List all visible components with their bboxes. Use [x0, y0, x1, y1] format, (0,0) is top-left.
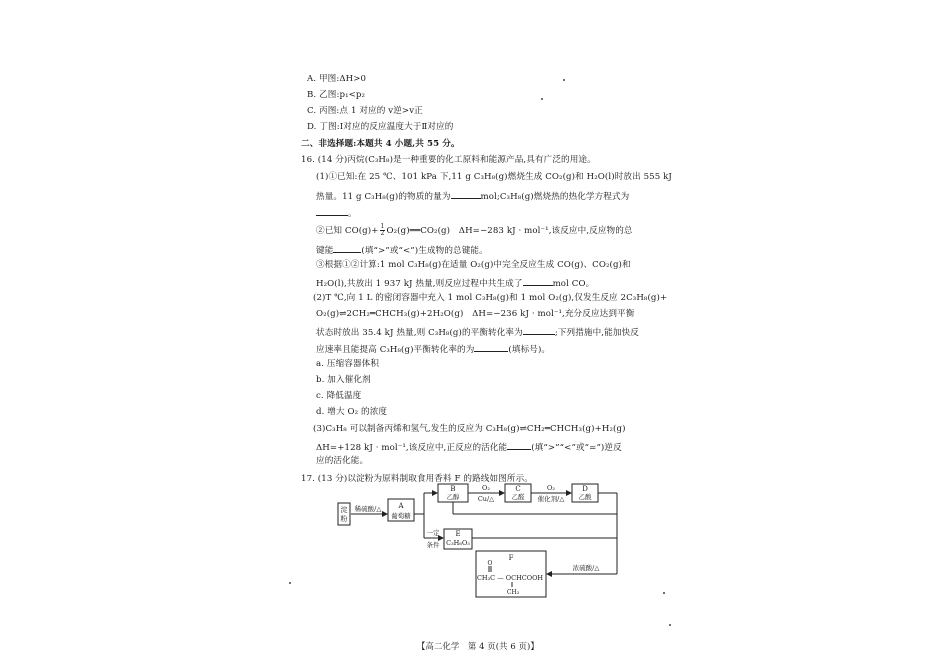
q16-part1-line1: (1)①已知:在 25 ℃、101 kPa 下,11 g C₃H₈(g)燃烧生成 CO₂(g)和 H₂O(l)时放出 555 kJ	[316, 172, 672, 182]
box-b	[438, 484, 468, 502]
answer-blank-conversion[interactable]	[523, 325, 555, 335]
q16-q2-line2: O₂(g)⇌2CH₂═CHCH₃(g)+2H₂O(g) ΔH=−236 kJ · mol⁻¹,充分反应达到平衡	[316, 309, 635, 319]
q16-part2-line1	[316, 224, 633, 237]
fraction-numerator: 1	[380, 223, 385, 230]
e-condition-1: 一定	[426, 529, 440, 537]
choice-a: a. 压缩容器体积	[316, 359, 380, 369]
choice-c: c. 降低温度	[316, 391, 362, 401]
box-f	[476, 551, 546, 597]
starch-box	[338, 503, 350, 525]
q16-q2-line4b: (填标号)。	[508, 345, 551, 355]
box-d	[572, 484, 598, 502]
scan-speck	[669, 624, 671, 626]
q16-part2-line2a: 键能	[316, 246, 334, 256]
option-a: A. 甲图:ΔH>0	[307, 74, 367, 84]
q16-intro: 16. (14 分)丙烷(C₃H₈)是一种重要的化工原料和能源产品,具有广泛的用途。	[301, 155, 596, 165]
scan-speck	[541, 98, 543, 100]
answer-blank-measures[interactable]	[474, 342, 508, 352]
q16-part2-line2b: (填“>”或“<”)生成物的总键能。	[361, 246, 488, 256]
scan-speck	[663, 592, 665, 594]
fraction-denominator: 2	[380, 230, 385, 237]
answer-blank-co-moles[interactable]	[523, 276, 553, 286]
fraction-one-half	[380, 224, 386, 237]
q16-part3-line2b: mol CO。	[552, 279, 595, 289]
q16-q2-line4a: 应速率且能提高 C₃H₈(g)平衡转化率的为	[316, 345, 475, 355]
scan-speck	[563, 79, 565, 81]
f-label: F	[508, 554, 514, 562]
c-name: 乙醛	[511, 493, 525, 501]
arrow-bc-bottom: Cu/△	[477, 495, 495, 503]
d-label: D	[582, 485, 588, 493]
d-name: 乙酸	[578, 493, 592, 501]
section-title: 二、非选择题:本题共 4 小题,共 55 分。	[301, 139, 460, 149]
q16-q2-line3	[316, 325, 639, 339]
answer-blank-moles[interactable]	[451, 189, 481, 199]
arrow-cd-top: O₂	[547, 484, 555, 492]
box-e	[444, 529, 472, 549]
e-formula: C₃H₆O₃	[446, 539, 470, 547]
answer-blank-equation[interactable]	[316, 206, 348, 216]
q16-q3-line1: (3)C₃H₈ 可以制备丙烯和氢气,发生的反应为 C₃H₈(g)⇌CH₂═CHCH₃(g)+H₂(g)	[313, 424, 626, 434]
starch-label-2: 粉	[340, 515, 348, 523]
q16-q2-line1: (2)T ℃,向 1 L 的密闭容器中充入 1 mol C₃H₈(g)和 1 mol O₂(g),仅发生反应 2C₃H₈(g)+	[313, 293, 668, 303]
page-footer: 【高二化学 第 4 页(共 6 页)】	[417, 641, 539, 651]
b-name: 乙醇	[446, 493, 460, 501]
q16-q2-line3b: ;下列措施中,能加快反	[554, 328, 639, 338]
answer-blank-bond-energy[interactable]	[333, 243, 361, 253]
q16-q3-line3: 应的活化能。	[316, 456, 369, 466]
q17-intro: 17. (13 分)以淀粉为原料制取食用香料 F 的路线如图所示。	[301, 474, 533, 484]
choice-b: b. 加入催化剂	[316, 375, 371, 385]
b-label: B	[450, 485, 456, 493]
scan-speck	[289, 582, 291, 584]
starch-label-1: 淀	[340, 506, 348, 514]
arrow-bc-top: O₂	[482, 484, 490, 492]
arrow-cd-bottom: 催化剂/△	[537, 495, 565, 503]
q16-part3-line1: ③根据①②计算:1 mol C₃H₈(g)在适量 O₂(g)中完全反应生成 CO(g)、CO₂(g)和	[316, 260, 631, 270]
q16-part3-line2a: H₂O(l),共放出 1 937 kJ 热量,则反应过程中共生成了	[316, 279, 523, 289]
box-a	[388, 499, 414, 521]
f-methyl: CH₃	[506, 589, 520, 596]
q16-q3-line2b: (填“>”“<”或“=”)逆反	[531, 443, 622, 453]
choice-d: d. 增大 O₂ 的浓度	[316, 407, 388, 417]
q16-q2-line4	[316, 342, 550, 356]
q16-part2-line1a: ②已知 CO(g)+	[316, 226, 379, 236]
box-c	[505, 484, 531, 502]
q16-part1-line2a: 热量。11 g C₃H₈(g)的物质的量为	[316, 192, 451, 202]
q16-part1-line3-end: 。	[348, 209, 357, 219]
option-c: C. 丙图:点 1 对应的 v逆>v正	[307, 106, 423, 116]
q16-part2-line2	[316, 243, 488, 257]
f-oxygen: O	[487, 560, 493, 567]
q16-part1-line2b: mol;C₃H₈(g)燃烧热的热化学方程式为	[480, 192, 630, 202]
a-name: 葡萄糖	[391, 512, 411, 520]
e-condition-2: 条件	[426, 541, 440, 549]
q16-q2-line3a: 状态时放出 35.4 kJ 热量,则 C₃H₈(g)的平衡转化率为	[316, 328, 523, 338]
option-b: B. 乙图:p₁<p₂	[307, 90, 366, 100]
a-label: A	[398, 502, 404, 510]
q16-q3-line2a: ΔH=+128 kJ · mol⁻¹,该反应中,正反应的活化能	[316, 443, 508, 453]
arrow-f-label: 浓硫酸/△	[572, 564, 600, 572]
c-label: C	[515, 485, 521, 493]
arrow1-label: 稀硫酸/△	[354, 505, 382, 513]
f-structure: CH₃C — OCHCOOH	[476, 574, 544, 582]
q16-part2-line1b: O₂(g)══CO₂(g) ΔH=−283 kJ · mol⁻¹,该反应中,反应物的总	[386, 226, 633, 236]
option-d: D. 丁图:Ⅰ对应的反应温度大于Ⅱ对应的	[307, 122, 454, 132]
q16-part1-line3	[316, 206, 357, 220]
q16-q3-line2	[316, 440, 622, 454]
answer-blank-activation-energy[interactable]	[507, 440, 531, 450]
q16-part1-line2	[316, 189, 629, 203]
e-label: E	[455, 530, 461, 538]
q16-part3-line2	[316, 276, 594, 290]
